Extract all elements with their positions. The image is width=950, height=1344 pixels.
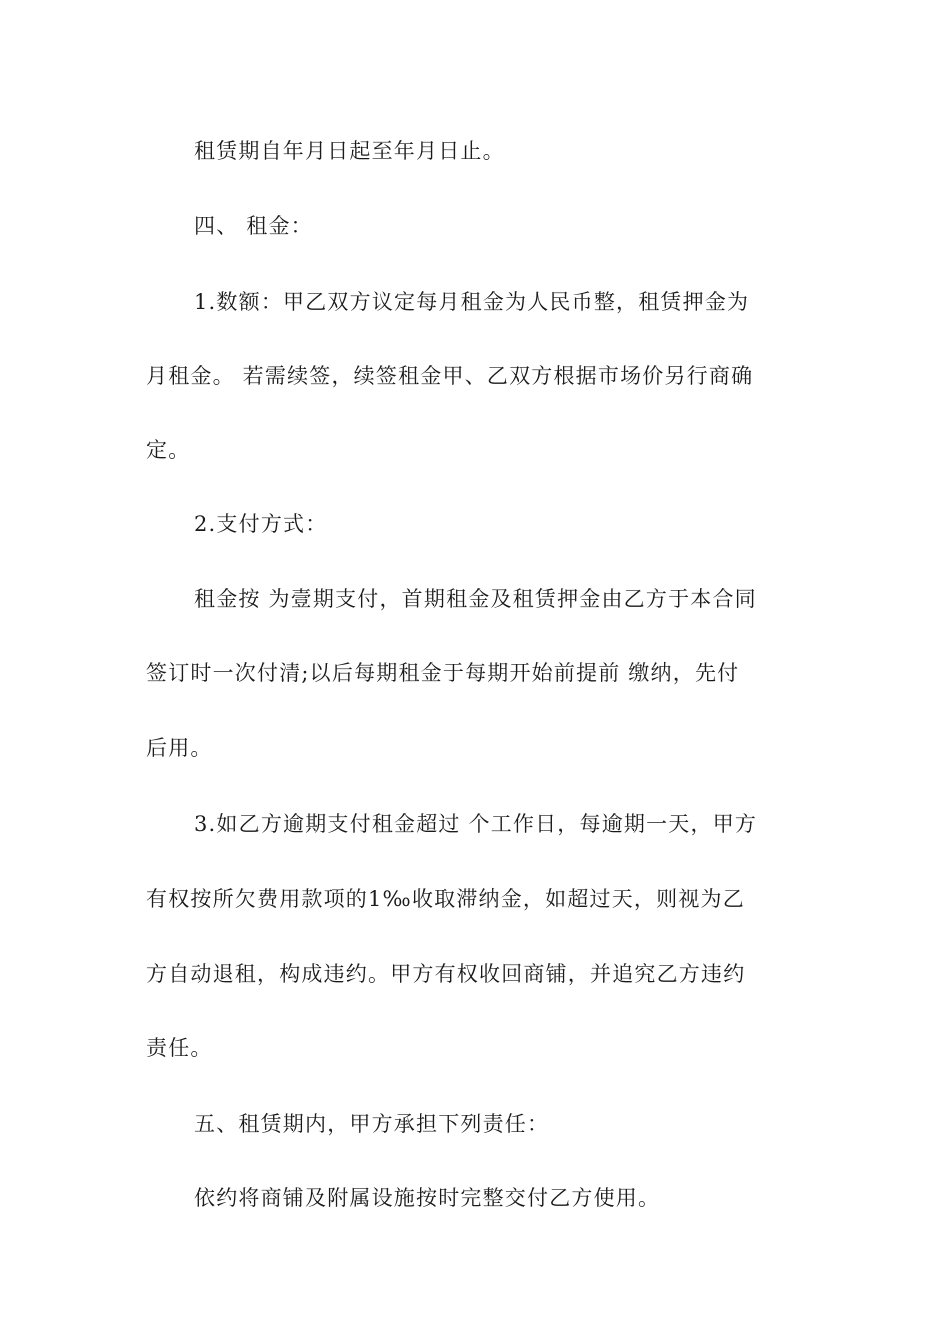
section-four-heading: 四、 租金：	[194, 214, 313, 238]
payment-method-line-1: 租金按 为壹期支付，首期租金及租赁押金由乙方于本合同	[194, 587, 757, 611]
late-payment-line-2: 有权按所欠费用款项的1‰收取滞纳金，如超过天，则视为乙	[146, 887, 745, 911]
rent-amount-line-2: 月租金。 若需续签，续签租金甲、乙双方根据市场价另行商确	[146, 364, 754, 388]
late-payment-line-4: 责任。	[146, 1036, 213, 1060]
payment-method-line-3: 后用。	[146, 736, 213, 760]
payment-method-heading: 2.支付方式：	[194, 512, 328, 536]
rent-amount-line-3: 定。	[146, 438, 191, 462]
payment-method-line-2: 签订时一次付清;以后每期租金于每期开始前提前 缴纳，先付	[146, 661, 740, 685]
lease-term-line: 租赁期自年月日起至年月日止。	[194, 139, 505, 163]
late-payment-line-1: 3.如乙方逾期支付租金超过 个工作日，每逾期一天，甲方	[194, 812, 758, 836]
landlord-duty-line: 依约将商铺及附属设施按时完整交付乙方使用。	[194, 1186, 661, 1210]
late-payment-line-3: 方自动退租，构成违约。甲方有权收回商铺，并追究乙方违约	[146, 962, 746, 986]
section-five-heading: 五、租赁期内，甲方承担下列责任：	[194, 1112, 550, 1136]
rent-amount-line-1: 1.数额：甲乙双方议定每月租金为人民币整，租赁押金为	[194, 290, 750, 314]
